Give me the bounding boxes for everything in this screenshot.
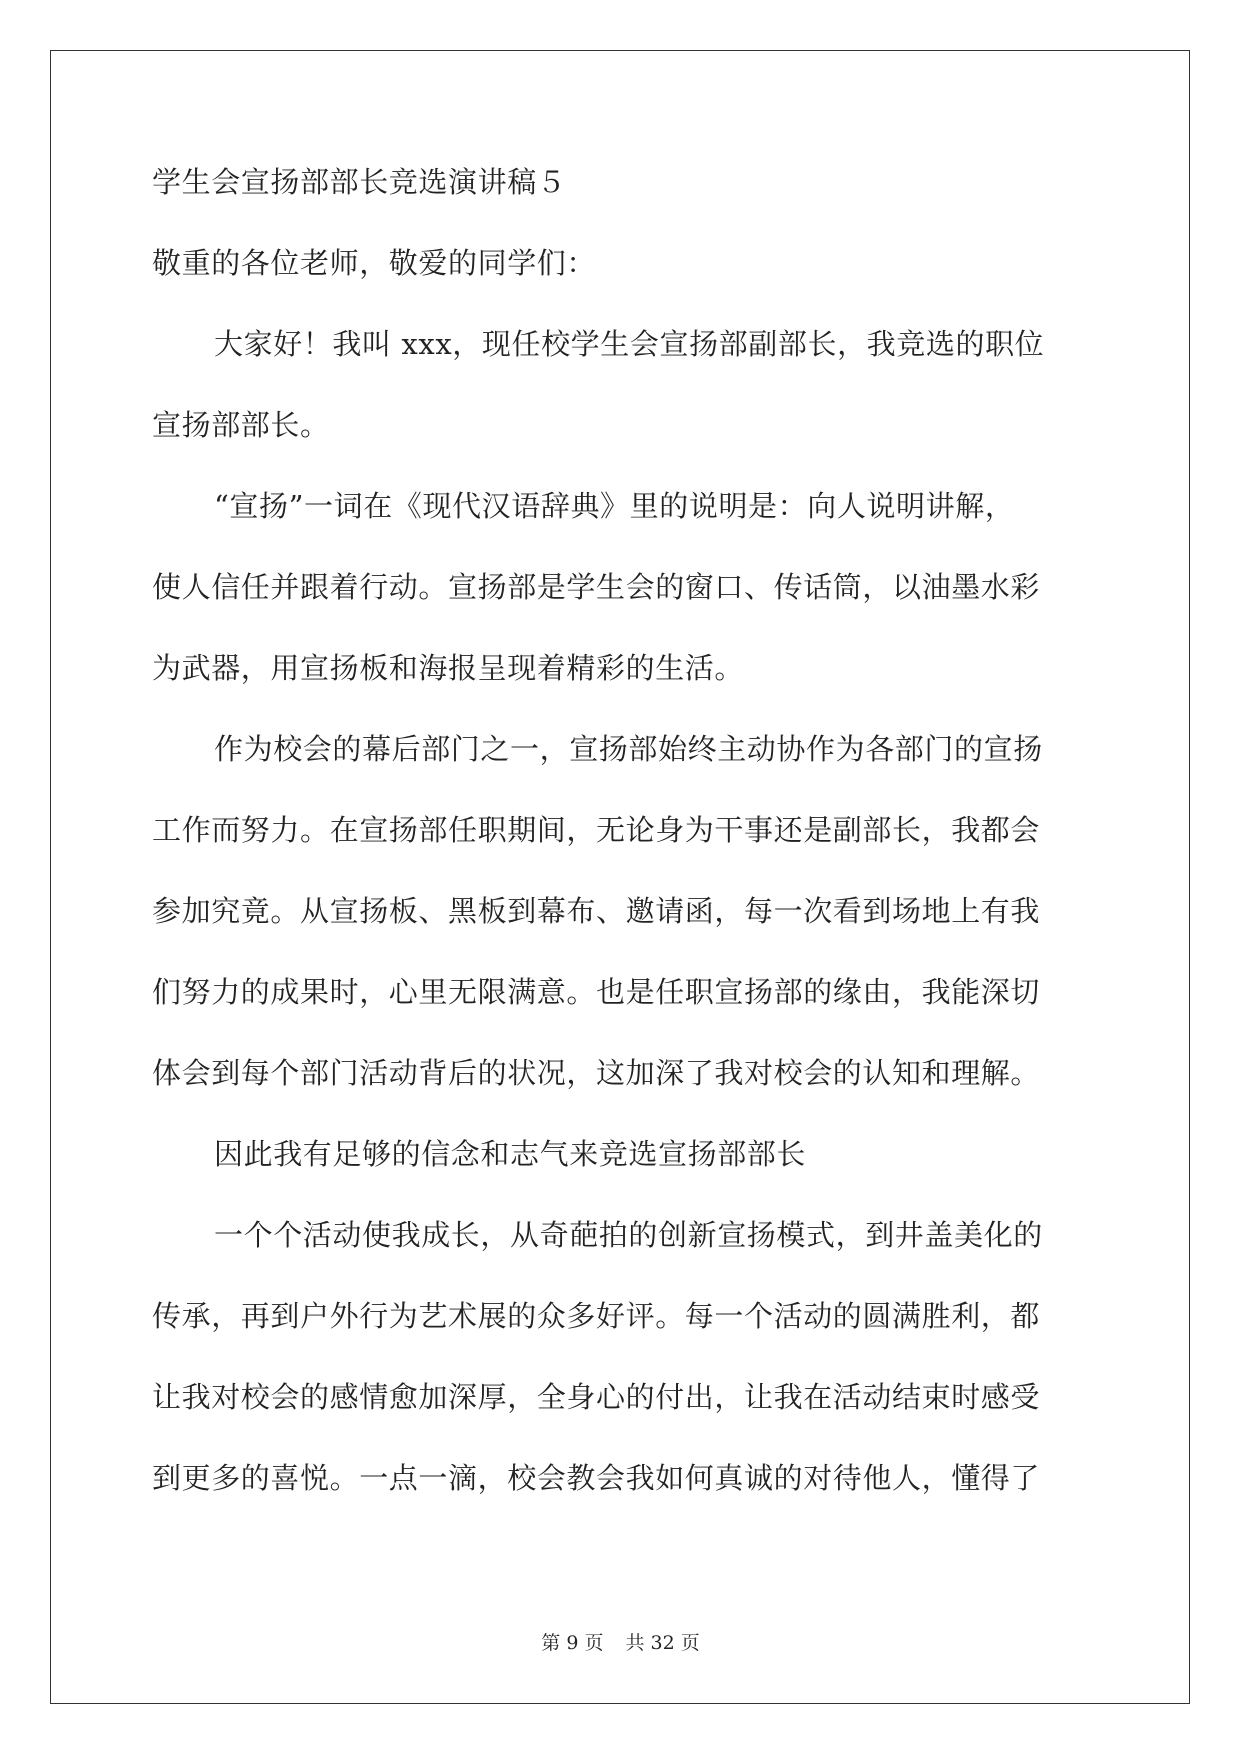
paragraph-line: 传承，再到户外行为艺术展的众多好评。每一个活动的圆满胜利，都 [152,1299,1041,1333]
paragraph-line: 为武器，用宣扬板和海报呈现着精彩的生活。 [152,651,745,685]
paragraph-line: 因此我有足够的信念和志气来竞选宣扬部部长 [214,1137,807,1171]
paragraph-line: 参加究竟。从宣扬板、黑板到幕布、邀请函，每一次看到场地上有我 [152,894,1041,928]
paragraph-line: 工作而努力。在宣扬部任职期间，无论身为干事还是副部长，我都会 [152,813,1041,847]
paragraph-line: 使人信任并跟着行动。宣扬部是学生会的窗口、传话筒，以油墨水彩 [152,570,1041,604]
paragraph-line: 一个个活动使我成长，从奇葩拍的创新宣扬模式，到井盖美化的 [214,1218,1043,1252]
document-title: 学生会宣扬部部长竞选演讲稿５ [152,165,567,199]
paragraph-line: 大家好！我叫 xxx，现任校学生会宣扬部副部长，我竞选的职位 [214,327,1045,361]
paragraph-line: 到更多的喜悦。一点一滴，校会教会我如何真诚的对待他人，懂得了 [152,1461,1041,1495]
paragraph-line: 宣扬部部长。 [152,408,330,442]
salutation-line: 敬重的各位老师，敬爱的同学们： [152,246,597,280]
document-body [152,162,1088,1499]
paragraph-line: 作为校会的幕后部门之一，宣扬部始终主动协作为各部门的宣扬 [214,732,1043,766]
paragraph-line: “宣扬”一词在《现代汉语辞典》里的说明是：向人说明讲解， [214,489,1015,523]
page-number: 第 9 页 [541,1632,604,1654]
paragraph-line: 体会到每个部门活动背后的状况，这加深了我对校会的认知和理解。 [152,1056,1041,1090]
paragraph-line: 让我对校会的感情愈加深厚，全身心的付出，让我在活动结束时感受 [152,1380,1041,1414]
paragraph-line: 们努力的成果时，心里无限满意。也是任职宣扬部的缘由，我能深切 [152,975,1041,1009]
page-footer [0,1628,1241,1655]
total-pages: 共 32 页 [625,1632,700,1654]
